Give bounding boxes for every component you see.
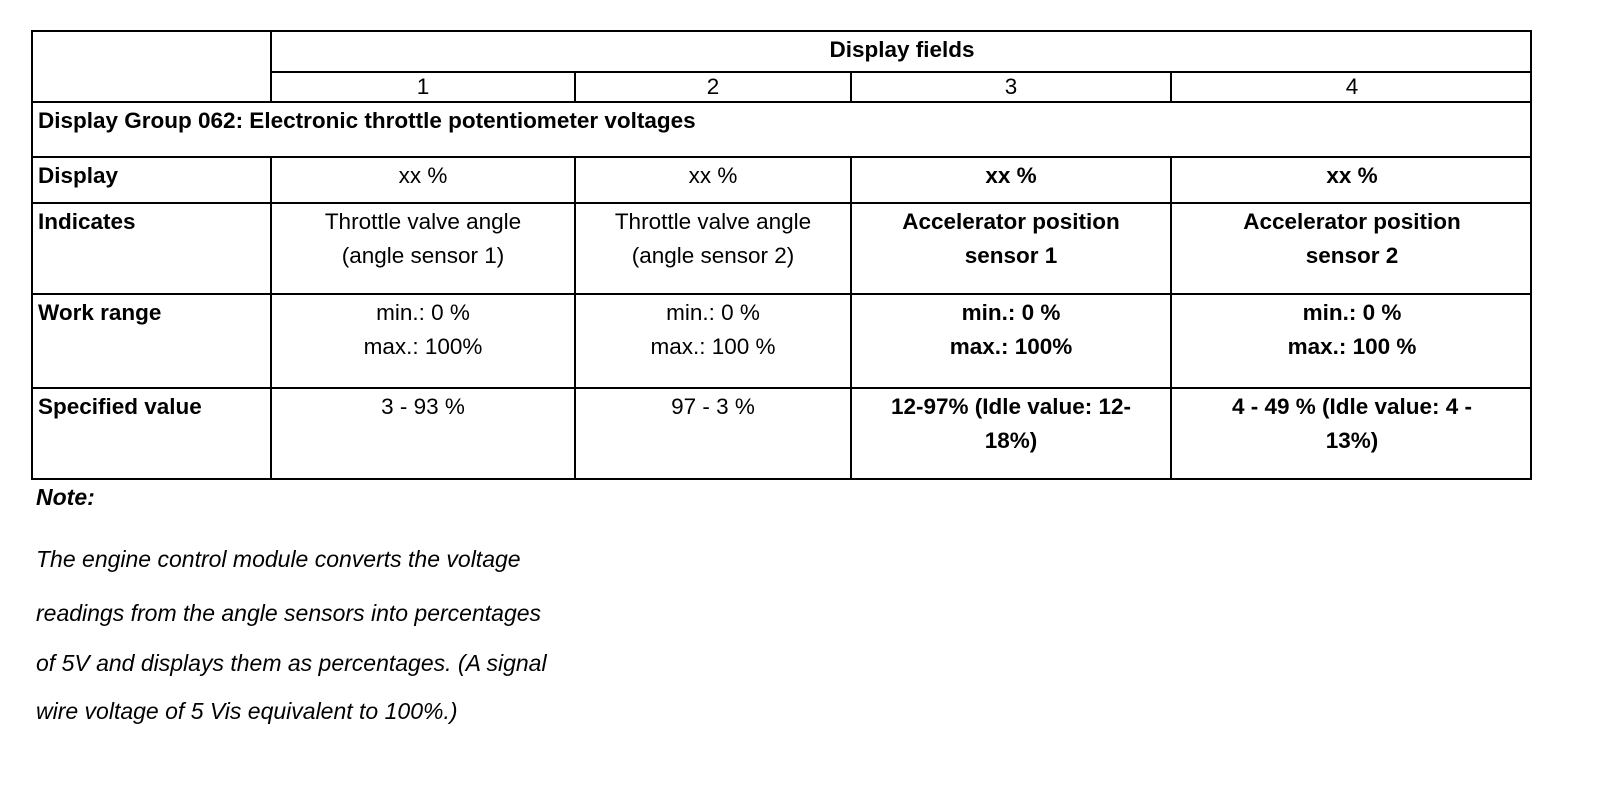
note-line: wire voltage of 5 Vis equivalent to 100%.) (36, 698, 458, 724)
row-label-work-range: Work range (38, 300, 162, 325)
work-range-value-1: min.: 0 % max.: 100% (363, 300, 483, 359)
row-divider (33, 387, 1530, 389)
row-divider (33, 293, 1530, 295)
specified-value-3: 12-97% (Idle value: 12- 18%) (890, 394, 1132, 453)
row-label-indicates: Indicates (38, 209, 136, 234)
column-header-2: 2 (706, 74, 720, 99)
column-header-1: 1 (416, 74, 430, 99)
indicates-value-1: Throttle valve angle (angle sensor 1) (324, 209, 522, 268)
work-range-value-4: min.: 0 % max.: 100 % (1287, 300, 1417, 359)
display-value-1: xx % (398, 163, 448, 188)
row-label-specified-value: Specified value (38, 394, 202, 419)
display-value-4: xx % (1326, 163, 1378, 188)
work-range-value-3: min.: 0 % max.: 100% (949, 300, 1073, 359)
row-label-display: Display (38, 163, 119, 188)
row-divider (33, 202, 1530, 204)
work-range-value-2: min.: 0 % max.: 100 % (650, 300, 776, 359)
column-header-4: 4 (1345, 74, 1359, 99)
row-divider (33, 156, 1530, 158)
specified-value-4: 4 - 49 % (Idle value: 4 - 13%) (1231, 394, 1473, 453)
specified-value-1: 3 - 93 % (381, 394, 465, 419)
display-fields-header: Display fields (829, 37, 975, 62)
display-group-table (31, 30, 1532, 480)
note-line: of 5V and displays them as percentages. (A signal (36, 650, 547, 676)
indicates-value-2: Throttle valve angle (angle sensor 2) (614, 209, 812, 268)
display-value-2: xx % (688, 163, 738, 188)
indicates-value-4: Accelerator position sensor 2 (1243, 209, 1461, 268)
display-value-3: xx % (985, 163, 1037, 188)
note-line: readings from the angle sensors into percentages (36, 600, 542, 626)
indicates-value-3: Accelerator position sensor 1 (902, 209, 1120, 268)
note-line: The engine control module converts the voltage (36, 546, 521, 572)
group-title: Display Group 062: Electronic throttle potentiometer voltages (38, 108, 696, 133)
column-header-3: 3 (1004, 74, 1018, 99)
specified-value-2: 97 - 3 % (671, 394, 755, 419)
note-title: Note: (36, 484, 95, 510)
